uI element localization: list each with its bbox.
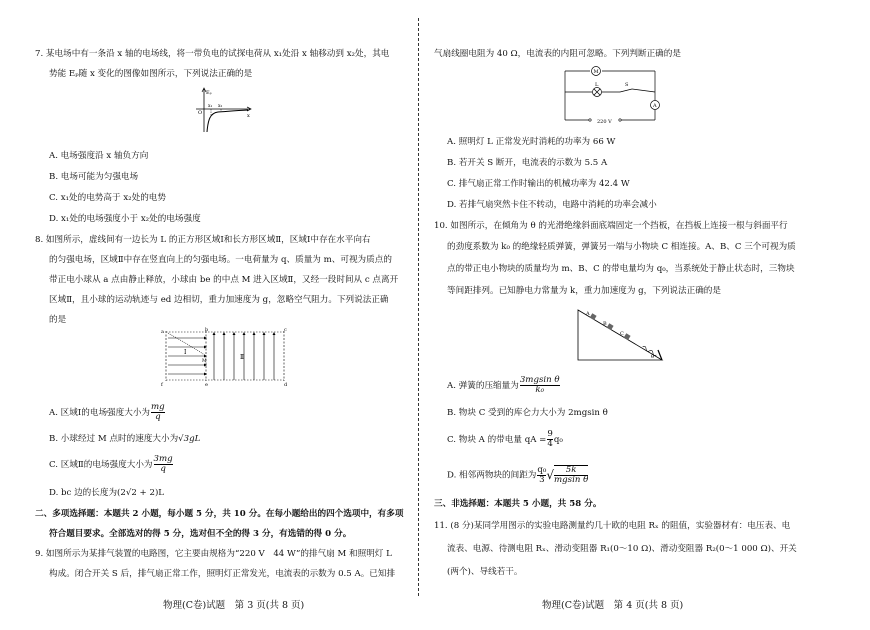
q9-continued: 气扇线圈电阻为 40 Ω，电流表的内阻可忽略。下列判断正确的是: [434, 49, 681, 59]
q9-option-d: D. 若排气扇突然卡住不转动，电路中消耗的功率会减小: [447, 200, 657, 210]
q8-region-2: Ⅱ: [240, 354, 245, 361]
q7-line2: 势能 Eₚ随 x 变化的图像如图所示，下列说法正确的是: [49, 69, 253, 79]
q7-option-a: A. 电场强度沿 x 轴负方向: [49, 151, 149, 161]
q10-label-c: C: [620, 331, 624, 337]
q8-line5: 的是: [49, 315, 67, 325]
q11-line2: 流表、电源、待测电阻 Rₓ、滑动变阻器 R₁(0～10 Ω)、滑动变阻器 R₂(0～1 000 Ω)、开关: [447, 544, 797, 554]
column-divider: [418, 18, 419, 596]
q10-label-theta: θ: [651, 354, 655, 360]
q7-x2-label: x₂: [218, 104, 223, 109]
q10-label-a: A: [586, 311, 590, 317]
left-footer: 物理(C卷)试题 第 3 页(共 8 页): [163, 600, 305, 611]
q9-switch: [620, 89, 632, 92]
q9-option-a: A. 照明灯 L 正常发光时消耗的功率为 66 W: [447, 137, 616, 147]
q10-spring: [642, 345, 657, 356]
q9-label-220v: 220 V: [597, 119, 612, 124]
q10-incline-diagram: [568, 306, 668, 364]
section3-header: 三、非选择题：本题共 5 小题，共 58 分。: [434, 499, 602, 509]
q7-x1-label: x₁: [208, 104, 213, 109]
section2-line2: 符合题目要求。全部选对的得 5 分，选对但不全的得 3 分，有选错的得 0 分。: [49, 529, 352, 539]
q8-point-a: a: [161, 329, 164, 335]
q10-block-a: [590, 313, 597, 320]
q8-field-diagram: [158, 327, 290, 387]
q7-origin: O: [198, 110, 203, 116]
q8-option-b: B. 小球经过 M 点时的速度大小为√3gL: [49, 434, 201, 444]
q8-option-c: C. 区域Ⅱ的电场强度大小为 $\frac{3mg}{q}$: [49, 454, 173, 474]
q8-option-d: D. bc 边的长度为(2√2 + 2)L: [49, 488, 165, 498]
q8-point-m: M: [202, 359, 207, 364]
q7-curve: [207, 110, 248, 132]
q10-block-c: [624, 333, 631, 340]
q11-line3: (两个)、导线若干。: [447, 567, 523, 577]
q9-option-c: C. 排气扇正常工作时输出的机械功率为 42.4 W: [447, 179, 630, 189]
q9-label-s: S: [625, 82, 629, 88]
q9-label-a: A: [653, 103, 657, 109]
q8-point-c: c: [284, 327, 287, 333]
q10-line2: 的劲度系数为 k₀ 的绝缘轻质弹簧，弹簧另一端与小物块 C 相连接。A、B、C 三个可视为质: [447, 242, 796, 252]
q8-line3: 带正电小球从 a 点由静止释放，小球由 be 的中点 M 进入区域Ⅱ，又经一段时间从 c 点离开: [49, 275, 399, 285]
q10-option-c: C. 物块 A 的带电量 qA = $\frac{9}{4}$ q₀: [447, 429, 563, 449]
q10-line1: 10. 如图所示，在倾角为 θ 的光滑绝缘斜面底端固定一个挡板，在挡板上连接一根与斜面平行: [434, 221, 788, 231]
q7-option-c: C. x₁处的电势高于 x₂处的电势: [49, 193, 166, 203]
q10-option-d: D. 相邻两物块的间距为 $\frac{\text{q₀}}{3}$ √ $\frac{5k}{\text{mgsin θ}}$: [447, 464, 589, 485]
q10-label-b: B: [603, 321, 607, 327]
q10-line3: 点的带正电小物块的质量均为 m、B、C 的带电量均为 q₀，当系统处于静止状态时，三物块: [447, 264, 795, 274]
q9-line2: 构成。闭合开关 S 后，排气扇正常工作，照明灯正常发光，电流表的示数为 0.5 A。已知排: [49, 569, 396, 579]
q10-block-b: [607, 323, 614, 330]
q8-line2: 的匀强电场，区域Ⅱ中存在竖直向上的匀强电场。一电荷量为 q、质量为 m、可视为质点的: [49, 255, 392, 265]
q8-point-e: e: [205, 382, 208, 387]
q11-line1: 11. (8 分)某同学用图示的实验电路测量约几十欧的电阻 Rₓ 的阻值，实验器材有：电压表、电: [434, 521, 791, 531]
right-footer: 物理(C卷)试题 第 4 页(共 8 页): [542, 600, 684, 611]
q8-point-b: b: [205, 327, 209, 333]
q7-line1: 7. 某电场中有一条沿 x 轴的电场线，将一带负电的试探电荷从 x₁处沿 x 轴移动到 x₂处，其电: [35, 49, 390, 59]
q7-option-b: B. 电场可能为匀强电场: [49, 172, 139, 182]
q9-option-b: B. 若开关 S 断开，电流表的示数为 5.5 A: [447, 158, 608, 168]
q8-line1: 8. 如图所示，虚线间有一边长为 L 的正方形区域Ⅰ和长方形区域Ⅱ，区域Ⅰ中存在水平向右: [35, 235, 371, 245]
q7-ylabel: Eₚ: [206, 90, 212, 96]
q10-option-b: B. 物块 C 受到的库仑力大小为 2mgsin θ: [447, 408, 608, 418]
q10-line4: 等间距排列。已知静电力常量为 k，重力加速度为 g，下列说法正确的是: [447, 286, 721, 296]
q8-trajectory: [168, 333, 206, 356]
q7-option-d: D. x₁处的电场强度小于 x₂处的电场强度: [49, 214, 201, 224]
q8-region-1: Ⅰ: [184, 349, 187, 356]
q7-xlabel: x: [247, 113, 250, 119]
q9-label-m: M: [593, 69, 599, 75]
section2-line1: 二、多项选择题：本题共 2 小题，每小题 5 分，共 10 分。在每小题给出的四个选项中，有多项: [35, 509, 404, 519]
q8-option-a: A. 区域Ⅰ的电场强度大小为 $\frac{mg}{q}$: [49, 402, 165, 422]
q8-point-f: f: [161, 382, 163, 387]
q8-line4: 区域Ⅱ，且小球的运动轨迹与 ed 边相切，重力加速度为 g，忽略空气阻力。下列说法正确: [49, 295, 389, 305]
q9-line1: 9. 如图所示为某排气装置的电路图，它主要由规格为“220 V 44 W”的排气扇 M 和照明灯 L: [35, 549, 392, 559]
q8-point-d: d: [284, 382, 288, 387]
q7-ep-graph: [192, 86, 254, 134]
q9-label-l: L: [595, 82, 599, 88]
q9-circuit-diagram: [560, 62, 660, 124]
q10-option-a: A. 弹簧的压缩量为 $\frac{\text{3mgsin θ}}{\text{k₀}}$: [447, 375, 560, 395]
